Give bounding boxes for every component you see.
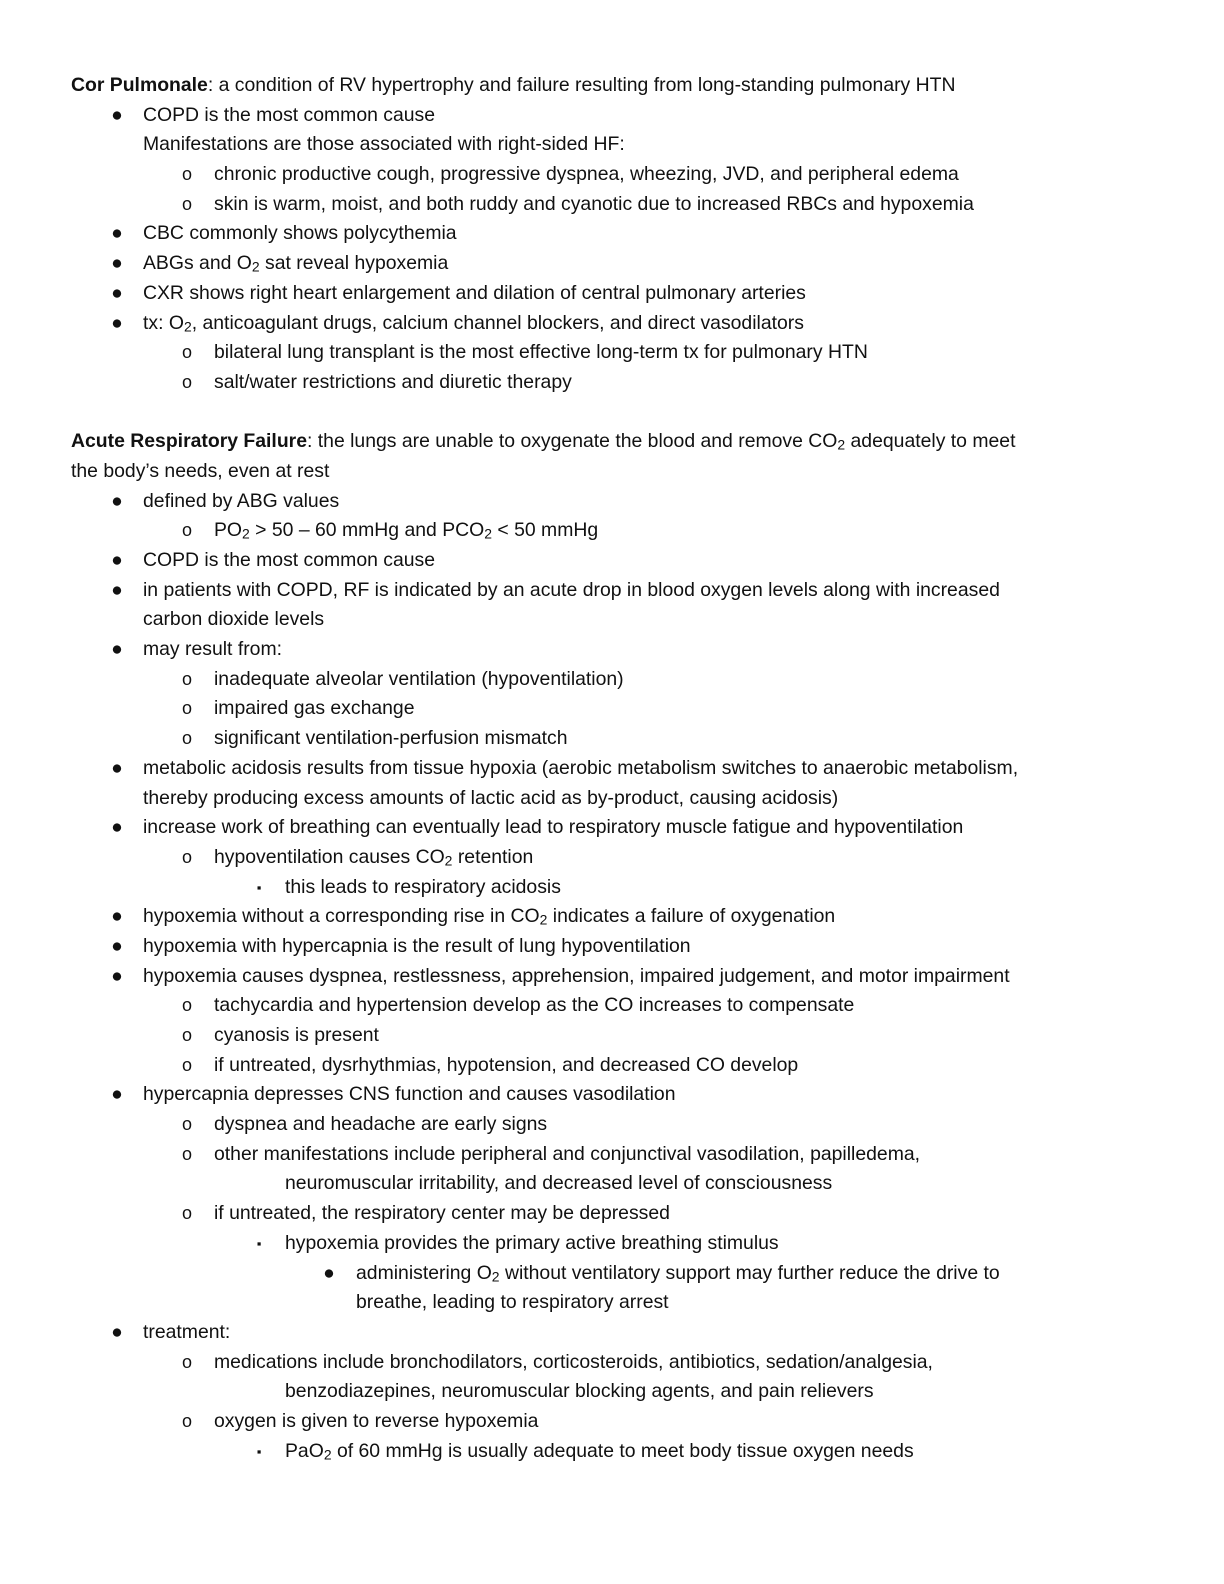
notes-body	[71, 71, 1161, 1466]
circle-bullet-icon: o	[181, 342, 192, 363]
list-item: o inadequate alveolar ventilation (hypoventilation)	[71, 665, 1161, 695]
list-item: o oxygen is given to reverse hypoxemia	[71, 1407, 1161, 1437]
list-item: ● metabolic acidosis results from tissue hypoxia (aerobic metabolism switches to anaerobic metabolism,	[71, 754, 1161, 784]
bullet-icon: ●	[111, 905, 123, 928]
list-item-continuation: benzodiazepines, neuromuscular blocking agents, and pain relievers	[285, 1380, 874, 1403]
list-item: ● hypercapnia depresses CNS function and causes vasodilation	[71, 1080, 1161, 1110]
circle-bullet-icon: o	[181, 846, 192, 867]
list-item: o hypoventilation causes CO2 retention	[71, 843, 1161, 873]
list-item: ● may result from:	[71, 635, 1161, 665]
circle-bullet-icon: o	[181, 698, 192, 719]
bullet-icon: ●	[111, 578, 123, 601]
circle-bullet-icon: o	[181, 1410, 192, 1431]
list-item: ▪ this leads to respiratory acidosis	[71, 873, 1161, 903]
list-item-continuation: thereby producing excess amounts of lactic acid as by-product, causing acidosis)	[143, 786, 839, 809]
list-item: ● CBC commonly shows polycythemia	[71, 219, 1161, 249]
square-bullet-icon: ▪	[256, 879, 262, 895]
list-item: o tachycardia and hypertension develop as the CO increases to compensate	[71, 991, 1161, 1021]
list-item: ● hypoxemia with hypercapnia is the result of lung hypoventilation	[71, 932, 1161, 962]
circle-bullet-icon: o	[181, 1351, 192, 1372]
list-item: o chronic productive cough, progressive dyspnea, wheezing, JVD, and peripheral edema	[71, 160, 1161, 190]
list-item-continuation: neuromuscular irritability, and decreased level of consciousness	[285, 1172, 833, 1195]
list-item: o impaired gas exchange	[71, 694, 1161, 724]
circle-bullet-icon: o	[181, 193, 192, 214]
list-item: ● CXR shows right heart enlargement and dilation of central pulmonary arteries	[71, 279, 1161, 309]
definition-continuation: the body’s needs, even at rest	[71, 459, 330, 482]
acute-respiratory-failure-heading-line: Acute Respiratory Failure: the lungs are unable to oxygenate the blood and remove CO2 adequately to meet	[71, 430, 1016, 453]
list-item: o cyanosis is present	[71, 1021, 1161, 1051]
bullet-icon: ●	[323, 1261, 335, 1284]
list-item: ● defined by ABG values	[71, 487, 1161, 517]
list-item: o salt/water restrictions and diuretic therapy	[71, 368, 1161, 398]
circle-bullet-icon: o	[181, 520, 192, 541]
list-item: ● COPD is the most common cause	[71, 101, 1161, 131]
list-item-continuation: breathe, leading to respiratory arrest	[356, 1291, 669, 1314]
circle-bullet-icon: o	[181, 1054, 192, 1075]
list-item: o PO2 > 50 – 60 mmHg and PCO2 < 50 mmHg	[71, 516, 1161, 546]
bullet-icon: ●	[111, 311, 123, 334]
circle-bullet-icon: o	[181, 668, 192, 689]
square-bullet-icon: ▪	[256, 1443, 262, 1459]
circle-bullet-icon: o	[181, 164, 192, 185]
circle-bullet-icon: o	[181, 371, 192, 392]
list-item: ● ABGs and O2 sat reveal hypoxemia	[71, 249, 1161, 279]
square-bullet-icon: ▪	[256, 1235, 262, 1251]
list-item: ● increase work of breathing can eventually lead to respiratory muscle fatigue and hypoventilation	[71, 813, 1161, 843]
list-item: ● treatment:	[71, 1318, 1161, 1348]
circle-bullet-icon: o	[181, 1025, 192, 1045]
section-heading: Acute Respiratory Failure	[71, 430, 307, 453]
bullet-icon: ●	[111, 103, 123, 126]
list-item: ● administering O2 without ventilatory support may further reduce the drive to	[71, 1259, 1161, 1289]
list-item: ● in patients with COPD, RF is indicated by an acute drop in blood oxygen levels along with increased	[71, 576, 1161, 606]
bullet-icon: ●	[111, 964, 123, 987]
list-item: o dyspnea and headache are early signs	[71, 1110, 1161, 1140]
list-item: ● hypoxemia without a corresponding rise in CO2 indicates a failure of oxygenation	[71, 902, 1161, 932]
list-item: o bilateral lung transplant is the most effective long-term tx for pulmonary HTN	[71, 338, 1161, 368]
bullet-icon: ●	[111, 638, 123, 661]
circle-bullet-icon: o	[181, 1203, 192, 1224]
bullet-icon: ●	[111, 816, 123, 839]
section-spacer	[71, 398, 1161, 428]
circle-bullet-icon: o	[181, 995, 192, 1016]
list-item: ▪ hypoxemia provides the primary active breathing stimulus	[71, 1229, 1161, 1259]
list-item: o skin is warm, moist, and both ruddy and cyanotic due to increased RBCs and hypoxemia	[71, 190, 1161, 220]
circle-bullet-icon: o	[181, 728, 192, 749]
list-item-continuation: carbon dioxide levels	[143, 608, 325, 631]
list-item: ● hypoxemia causes dyspnea, restlessness, apprehension, impaired judgement, and motor impairment	[71, 962, 1161, 992]
bullet-icon: ●	[111, 549, 123, 571]
list-item-continuation: Manifestations are those associated with right-sided HF:	[143, 133, 625, 156]
circle-bullet-icon: o	[181, 1114, 192, 1135]
bullet-icon: ●	[111, 1320, 123, 1343]
list-item: o medications include bronchodilators, corticosteroids, antibiotics, sedation/analgesia,	[71, 1348, 1161, 1378]
bullet-icon: ●	[111, 489, 123, 512]
list-item: o if untreated, the respiratory center may be depressed	[71, 1199, 1161, 1229]
bullet-icon: ●	[111, 934, 123, 957]
list-item: o significant ventilation-perfusion mismatch	[71, 724, 1161, 754]
bullet-icon: ●	[111, 252, 123, 275]
list-item: ● tx: O2, anticoagulant drugs, calcium channel blockers, and direct vasodilators	[71, 309, 1161, 339]
bullet-icon: ●	[111, 756, 123, 779]
bullet-icon: ●	[111, 222, 123, 245]
list-item: ▪ PaO2 of 60 mmHg is usually adequate to meet body tissue oxygen needs	[71, 1437, 1161, 1467]
section-heading: Cor Pulmonale	[71, 74, 208, 96]
bullet-icon: ●	[111, 281, 123, 304]
list-item: o if untreated, dysrhythmias, hypotension, and decreased CO develop	[71, 1051, 1161, 1081]
cor-pulmonale-heading-line	[71, 71, 1161, 101]
list-item: ● COPD is the most common cause	[71, 546, 1161, 576]
definition-text: : a condition of RV hypertrophy and failure resulting from long-standing pulmonary HTN	[207, 74, 956, 96]
circle-bullet-icon: o	[181, 1143, 192, 1164]
list-item: o other manifestations include peripheral and conjunctival vasodilation, papilledema,	[71, 1140, 1161, 1170]
bullet-icon: ●	[111, 1083, 123, 1106]
